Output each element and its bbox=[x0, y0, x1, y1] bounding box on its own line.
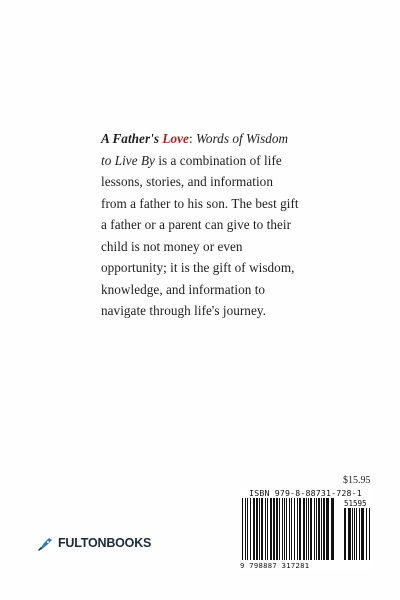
main-barcode bbox=[242, 498, 334, 560]
barcode-bar bbox=[282, 498, 283, 560]
title-colon: : bbox=[188, 131, 197, 146]
barcode-bar bbox=[273, 498, 275, 560]
publisher-logo bbox=[37, 535, 151, 551]
barcode-bar bbox=[267, 498, 268, 560]
barcode-bar bbox=[270, 498, 272, 560]
title-love: Love bbox=[162, 131, 189, 146]
subtitle: Words of Wisdom to Live By bbox=[101, 131, 289, 168]
addon-barcode bbox=[344, 508, 370, 560]
barcode-bar bbox=[314, 498, 315, 560]
title-part-1: A Father's bbox=[101, 131, 163, 146]
barcode-bar bbox=[245, 498, 246, 560]
barcode-bar bbox=[366, 508, 367, 560]
pen-nib-icon bbox=[37, 535, 55, 551]
barcode bbox=[240, 488, 371, 570]
barcode-bar bbox=[361, 508, 364, 560]
barcode-bar bbox=[299, 498, 301, 560]
barcode-bar bbox=[348, 508, 351, 560]
barcode-bar bbox=[321, 498, 322, 560]
publisher-name: FULTONBOOKS bbox=[58, 536, 152, 550]
barcode-bar bbox=[308, 498, 309, 560]
barcode-bar bbox=[261, 498, 263, 560]
barcode-bar bbox=[356, 508, 357, 560]
barcode-bar bbox=[323, 498, 325, 560]
barcode-bar bbox=[326, 498, 329, 560]
barcode-bar bbox=[316, 498, 317, 560]
price-label: $15.95 bbox=[343, 475, 371, 486]
barcode-bar bbox=[289, 498, 290, 560]
barcode-bar bbox=[279, 498, 280, 560]
barcode-digits: 9 798887 317281 bbox=[240, 561, 310, 570]
barcode-bar bbox=[256, 498, 258, 560]
barcode-bar bbox=[294, 498, 295, 560]
barcode-bar bbox=[303, 498, 305, 560]
barcode-bar bbox=[354, 508, 355, 560]
barcode-bar bbox=[344, 508, 346, 560]
description-body: is a combination of life lessons, stories, and information from a father to his son. The best gift a father or a parent can give to their child is not money or even opportunity; it is the gift of wisdom, knowledge, and information to navigate through life's journey. bbox=[101, 152, 299, 318]
barcode-bar bbox=[286, 498, 287, 560]
isbn-label: ISBN 979-8-88731-728-1 bbox=[249, 488, 362, 498]
barcode-bar bbox=[242, 498, 243, 560]
barcode-bar bbox=[306, 498, 307, 560]
barcode-bar bbox=[310, 498, 312, 560]
barcode-bar bbox=[291, 498, 292, 560]
barcode-bar bbox=[369, 508, 370, 560]
barcode-bar bbox=[259, 498, 260, 560]
barcode-bar bbox=[250, 498, 251, 560]
barcode-bar bbox=[359, 508, 360, 560]
book-description bbox=[101, 128, 301, 322]
barcode-bar bbox=[284, 498, 285, 560]
barcode-bar bbox=[352, 508, 353, 560]
barcode-bar bbox=[331, 498, 334, 560]
addon-number: 51595 bbox=[344, 499, 367, 508]
barcode-bar bbox=[253, 498, 255, 560]
barcode-bar bbox=[297, 498, 298, 560]
barcode-bar bbox=[276, 498, 278, 560]
barcode-bar bbox=[265, 498, 266, 560]
barcode-bar bbox=[247, 498, 248, 560]
barcode-bar bbox=[318, 498, 320, 560]
